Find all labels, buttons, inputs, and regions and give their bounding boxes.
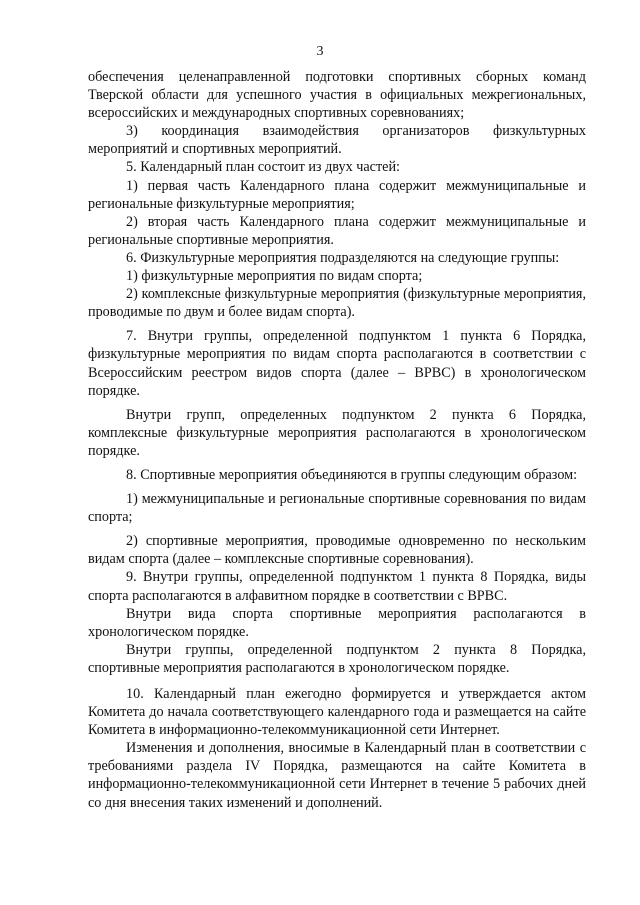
document-body	[88, 68, 586, 812]
paragraph-clause-9: 9. Внутри группы, определенной подпунктом 1 пункта 8 Порядка, виды спорта располагаются в алфавитном порядке в соответствии с ВРВС.	[88, 569, 586, 604]
paragraph-clause-8: 8. Спортивные мероприятия объединяются в группы следующим образом:	[126, 466, 578, 483]
paragraph-clause-6: 6. Физкультурные мероприятия подразделяются на следующие группы:	[126, 249, 560, 266]
paragraph-item-3: 3) координация взаимодействия организаторов физкультурных мероприятий и спортивных мероприятий.	[88, 123, 586, 158]
paragraph-clause-9-group: Внутри группы, определенной подпунктом 2 пункта 8 Порядка, спортивные мероприятия располагаются в хронологическом порядке.	[88, 641, 586, 676]
paragraph-clause-6-item-2: 2) комплексные физкультурные мероприятия (физкультурные мероприятия, проводимые по двум и более видам спорта).	[88, 286, 586, 321]
paragraph-clause-9-sport: Внутри вида спорта спортивные мероприятия располагаются в хронологическом порядке.	[88, 605, 586, 640]
paragraph-clause-7-groups: Внутри групп, определенных подпунктом 2 пункта 6 Порядка, комплексные физкультурные мероприятия располагаются в хронологическом порядке.	[88, 406, 586, 459]
paragraph-clause-5-item-1: 1) первая часть Календарного плана содержит межмуниципальные и региональные физкультурные мероприятия;	[88, 177, 586, 212]
paragraph-clause-10: 10. Календарный план ежегодно формируется и утверждается актом Комитета до начала соответствующего календарного года и размещается на сайте Комитета в информационно-телекоммуникационной сети Интернет.	[88, 686, 586, 739]
paragraph-clause-5-item-2: 2) вторая часть Календарного плана содержит межмуниципальные и региональные спортивные мероприятия.	[88, 213, 586, 248]
page-number: 3	[316, 44, 324, 59]
paragraph-clause-5: 5. Календарный план состоит из двух частей:	[126, 159, 400, 176]
paragraph-clause-10-changes: Изменения и дополнения, вносимые в Календарный план в соответствии с требованиями раздела IV Порядка, размещаются на сайте Комитета в информационно-телекоммуникационной сети Интернет в течение 5 рабочих дней со дня внесения таких изменений и дополнений.	[88, 740, 586, 811]
paragraph-continuation: обеспечения целенаправленной подготовки спортивных сборных команд Тверской области для успешного участия в официальных межрегиональных, всероссийских и международных спортивных соревнованиях;	[88, 69, 586, 122]
paragraph-clause-7: 7. Внутри группы, определенной подпунктом 1 пункта 6 Порядка, физкультурные мероприятия по видам спорта располагаются в соответствии с Всероссийским реестром видов спорта (далее – ВРВС) в хронологическом порядке.	[88, 328, 586, 399]
paragraph-clause-8-item-1: 1) межмуниципальные и региональные спортивные соревнования по видам спорта;	[88, 491, 586, 526]
paragraph-clause-6-item-1: 1) физкультурные мероприятия по видам спорта;	[126, 268, 423, 285]
paragraph-clause-8-item-2: 2) спортивные мероприятия, проводимые одновременно по нескольким видам спорта (далее – комплексные спортивные соревнования).	[88, 533, 586, 568]
